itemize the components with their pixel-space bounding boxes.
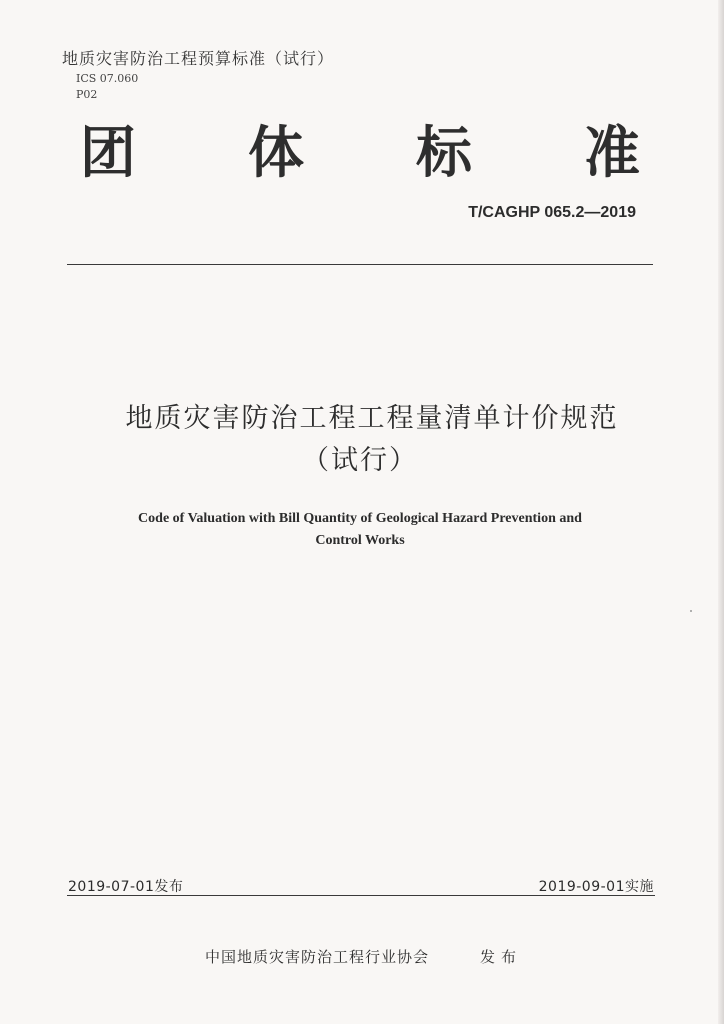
english-title bbox=[90, 508, 630, 552]
publish-label: 发布 bbox=[480, 948, 523, 966]
heading-char-1: 团 bbox=[80, 121, 136, 186]
heading-char-3: 标 bbox=[416, 121, 472, 186]
document-type-heading bbox=[80, 122, 640, 186]
scan-speck bbox=[690, 610, 692, 612]
implementation-date: 2019-09-01实施 bbox=[538, 879, 654, 895]
english-title-line-1: Code of Valuation with Bill Quantity of Geological Hazard Prevention and bbox=[138, 511, 582, 526]
standard-series-title: 地质灾害防治工程预算标准（试行） bbox=[62, 49, 335, 68]
classification-code: P02 bbox=[76, 88, 98, 101]
top-divider bbox=[67, 264, 653, 265]
publish-date: 2019-07-01发布 bbox=[68, 879, 184, 895]
heading-char-4: 准 bbox=[584, 121, 640, 186]
bottom-divider bbox=[67, 895, 655, 896]
chinese-subtitle: （试行） bbox=[302, 445, 418, 476]
english-title-line-2: Control Works bbox=[315, 533, 405, 548]
publisher-name: 中国地质灾害防治工程行业协会 bbox=[205, 948, 430, 966]
chinese-title: 地质灾害防治工程工程量清单计价规范 bbox=[125, 403, 619, 434]
heading-char-2: 体 bbox=[248, 121, 304, 186]
ics-code: ICS 07.060 bbox=[76, 72, 139, 85]
standard-number: T/CAGHP 065.2—2019 bbox=[468, 204, 636, 221]
page-edge-shadow bbox=[718, 0, 724, 1024]
